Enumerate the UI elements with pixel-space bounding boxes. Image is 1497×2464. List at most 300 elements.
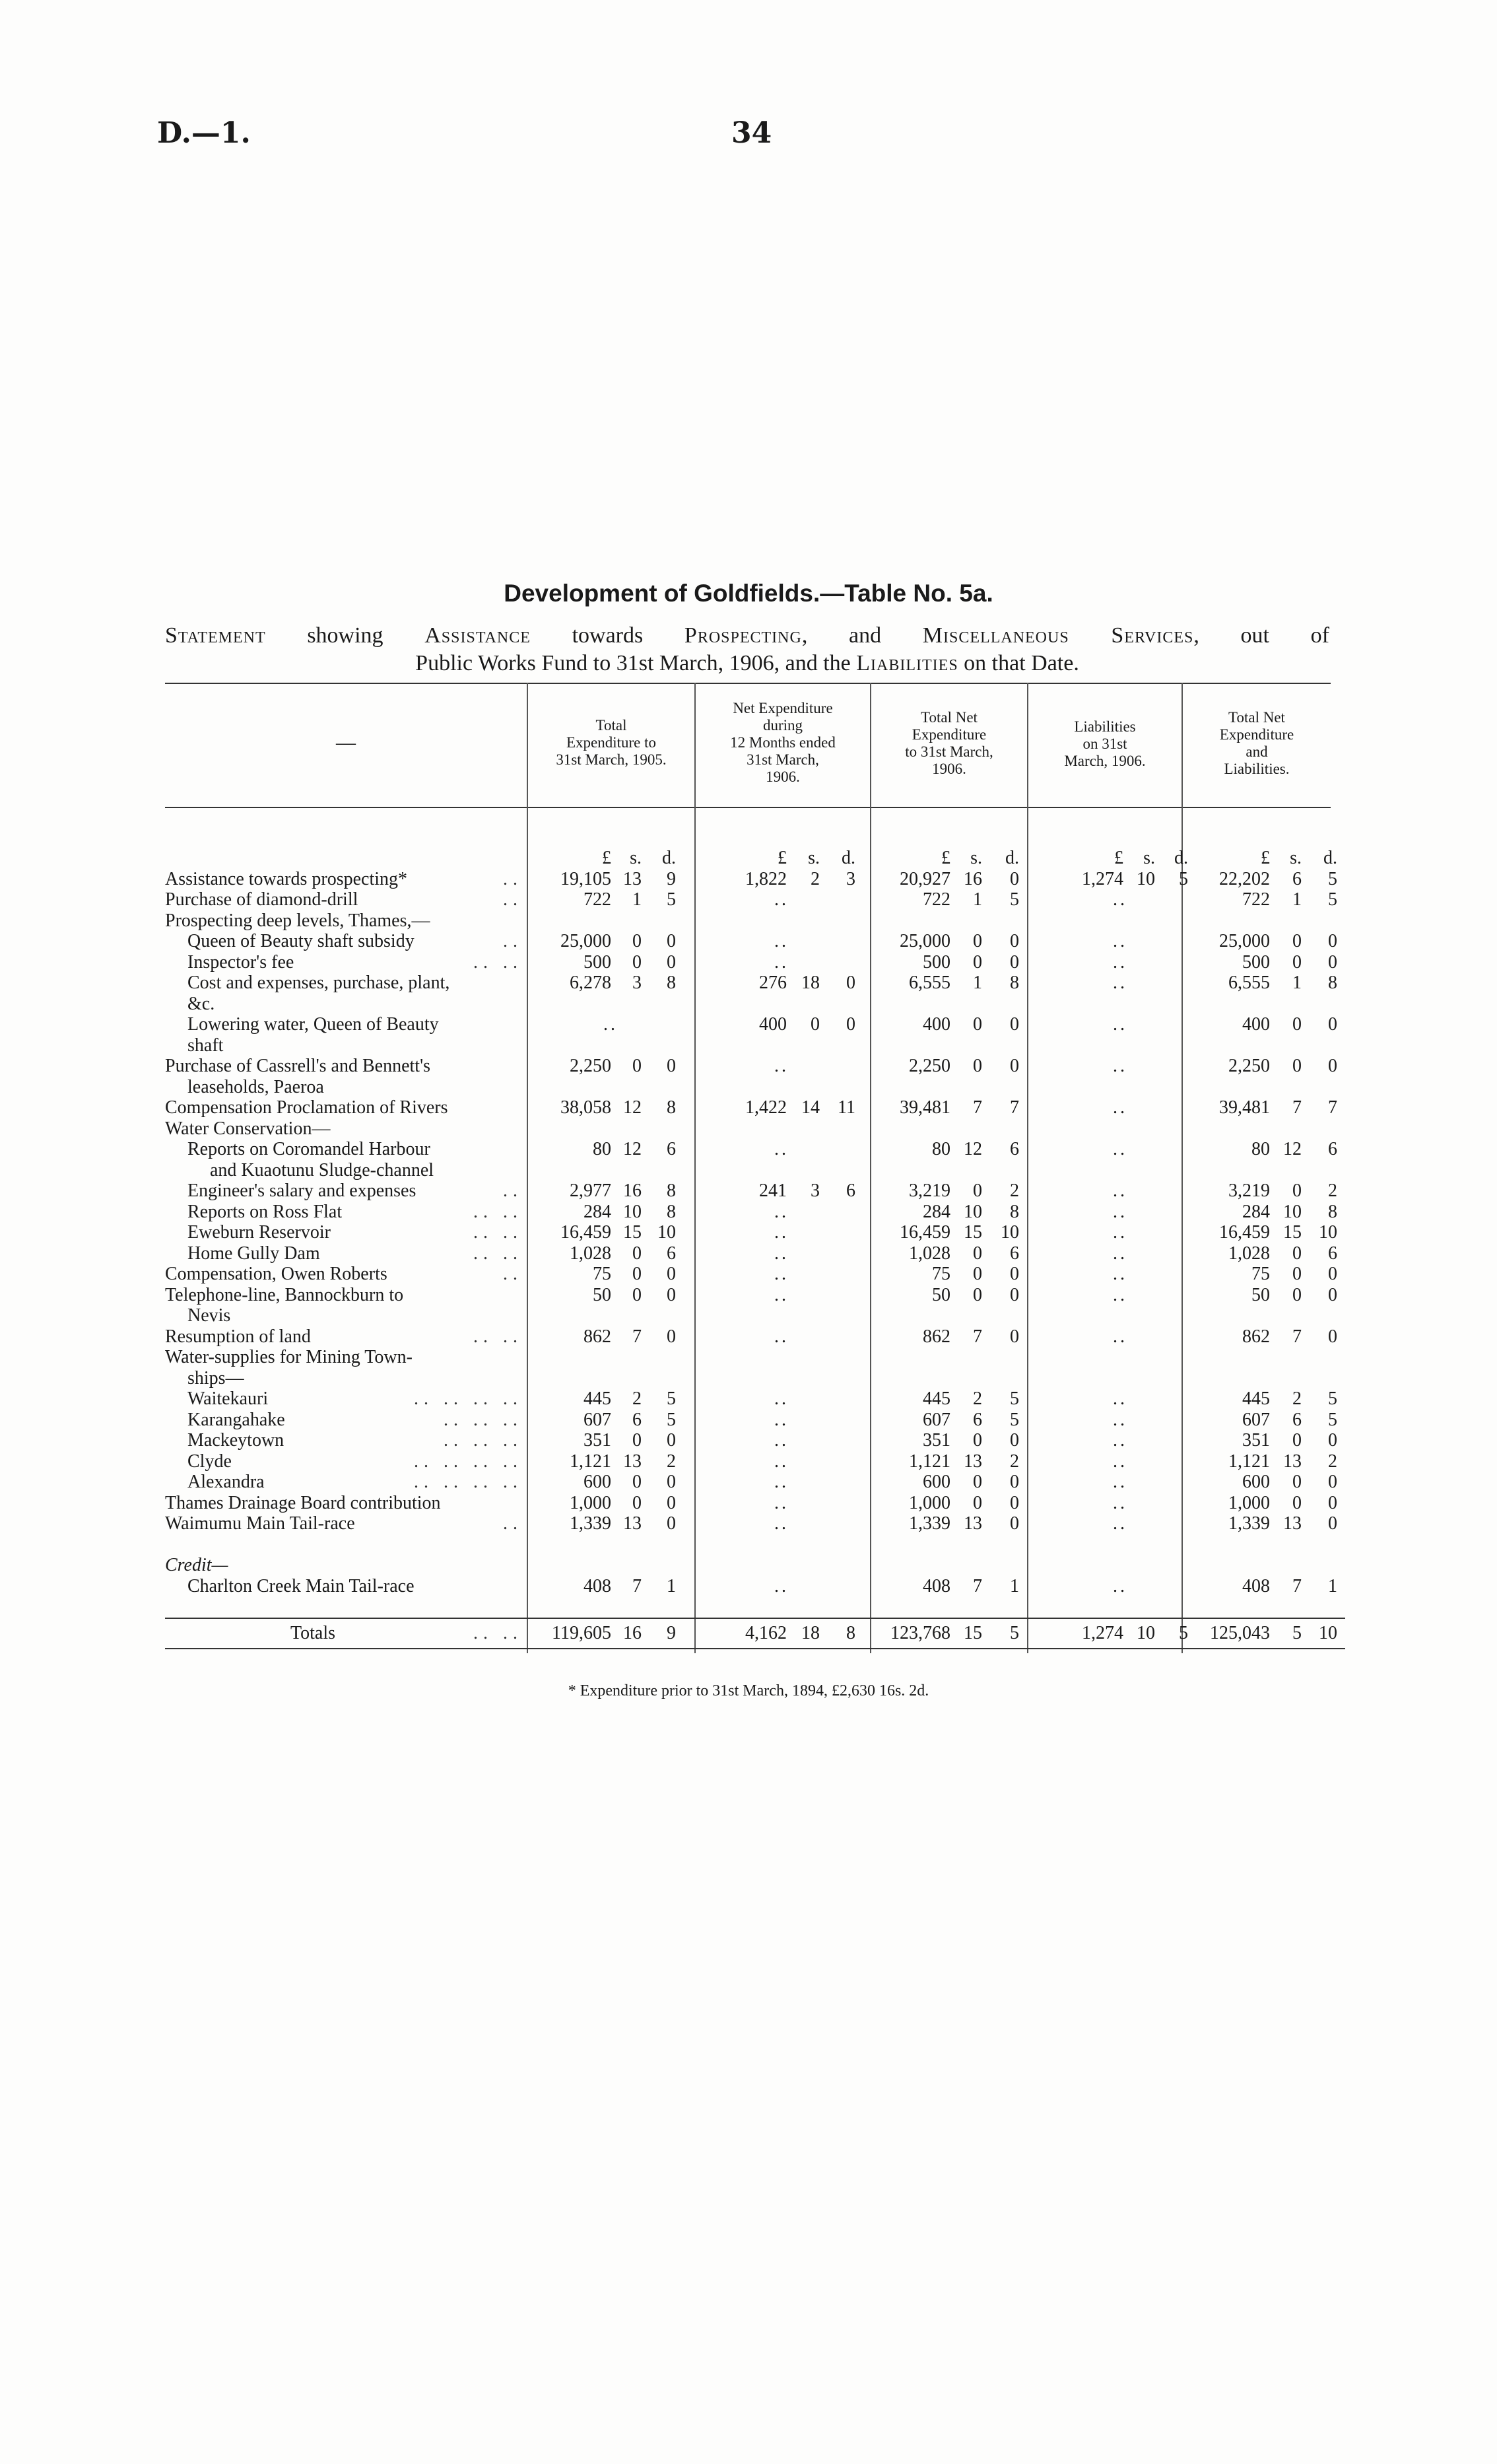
table-row <box>165 952 1345 973</box>
subtitle-line-2 <box>165 650 1329 677</box>
amount-shillings: 12 <box>623 1097 642 1118</box>
empty-amount: .. <box>1113 1326 1127 1347</box>
amount-pence: 8 <box>1010 973 1019 993</box>
amount-pounds: 722 <box>1242 889 1270 910</box>
amount-pounds: 1,274 <box>1082 1622 1123 1643</box>
row-label-text: Mackeytown <box>187 1430 284 1451</box>
amount-shillings: 2 <box>811 868 820 889</box>
table-row <box>165 1014 1345 1035</box>
amount-shillings: 6 <box>1292 868 1302 889</box>
empty-amount: .. <box>1113 1222 1127 1243</box>
table-row <box>165 1264 1345 1285</box>
amount-pounds: 80 <box>932 1139 950 1159</box>
row-label-text: Nevis <box>187 1305 231 1326</box>
amount-shillings: 2 <box>632 1388 642 1409</box>
subtitle-text: towards <box>530 623 684 648</box>
amount-pounds: 1,000 <box>1228 1492 1270 1513</box>
row-label <box>165 1202 527 1223</box>
amount-pence: 5 <box>1179 1622 1188 1643</box>
empty-amount: .. <box>774 1513 789 1534</box>
amount-pence: 2 <box>1010 1451 1019 1472</box>
table-row <box>165 1035 1345 1056</box>
amount-pence: 0 <box>1328 1513 1337 1534</box>
amount-shillings: 0 <box>632 931 642 951</box>
amount-shillings: 16 <box>964 868 982 889</box>
unit-pounds: £ <box>778 848 787 868</box>
amount-pence: 6 <box>1328 1139 1337 1159</box>
amount-pounds: 284 <box>1242 1201 1270 1222</box>
row-label <box>165 1326 527 1348</box>
amount-pence: 0 <box>1010 1284 1019 1305</box>
amount-shillings: 1 <box>973 973 982 993</box>
table-row <box>165 1347 1345 1368</box>
amount-shillings: 0 <box>811 1014 820 1035</box>
row-label <box>165 1410 527 1431</box>
amount-pounds: 3,219 <box>909 1181 950 1201</box>
table-row <box>165 1243 1345 1264</box>
amount-pounds: 500 <box>583 951 611 973</box>
amount-shillings: 18 <box>801 1622 820 1643</box>
row-label <box>165 1368 527 1389</box>
amount-pounds: 600 <box>1242 1472 1270 1492</box>
amount-pence: 0 <box>1010 1492 1019 1513</box>
empty-amount: .. <box>603 1014 618 1035</box>
totals-row <box>165 1618 1345 1649</box>
table-row <box>165 1181 1345 1202</box>
empty-amount: .. <box>1113 1097 1127 1118</box>
row-label-text: Purchase of Cassrell's and Bennett's <box>165 1056 431 1076</box>
amount-pounds: 1,274 <box>1082 868 1123 889</box>
amount-pounds: 2,250 <box>909 1056 950 1076</box>
row-label-text: Prospecting deep levels, Thames,— <box>165 910 430 931</box>
row-label <box>165 1035 527 1056</box>
amount-shillings: 7 <box>973 1575 982 1596</box>
amount-pence: 11 <box>838 1097 855 1118</box>
amount-shillings: 15 <box>964 1622 982 1643</box>
row-label <box>165 910 527 932</box>
row-label-text: Purchase of diamond-drill <box>165 889 358 910</box>
empty-amount: .. <box>1113 1472 1127 1492</box>
amount-pence: 9 <box>667 1622 676 1643</box>
amount-pence: 5 <box>1328 889 1337 910</box>
amount-pence: 0 <box>1010 951 1019 973</box>
amount-shillings: 7 <box>632 1326 642 1347</box>
amount-pounds: 862 <box>923 1326 950 1347</box>
leader-dots: .. <box>503 868 523 889</box>
amount-pence: 9 <box>667 868 676 889</box>
row-label <box>165 1513 527 1534</box>
amount-pounds: 22,202 <box>1219 868 1270 889</box>
amount-pounds: 351 <box>923 1430 950 1451</box>
amount-pounds: 80 <box>1251 1139 1270 1159</box>
amount-pounds: 25,000 <box>900 931 950 951</box>
amount-shillings: 0 <box>1292 1243 1302 1264</box>
amount-shillings: 12 <box>1283 1139 1302 1159</box>
amount-pence: 0 <box>1328 1014 1337 1035</box>
row-label <box>165 1222 527 1243</box>
table-row <box>165 1472 1345 1493</box>
row-label-text: and Kuaotunu Sludge-channel <box>210 1159 434 1181</box>
table-row <box>165 1430 1345 1451</box>
amount-pounds: 50 <box>1251 1284 1270 1305</box>
amount-pence: 0 <box>667 1492 676 1513</box>
row-label <box>165 869 527 890</box>
table-row <box>165 1056 1345 1077</box>
empty-amount: .. <box>1113 1430 1127 1451</box>
amount-shillings: 1 <box>1292 973 1302 993</box>
document-code: D.—1. <box>157 116 251 150</box>
amount-pence: 3 <box>846 868 855 889</box>
amount-pounds: 119,605 <box>552 1622 611 1643</box>
amount-pounds: 408 <box>583 1575 611 1596</box>
amount-pence: 2 <box>1328 1181 1337 1201</box>
row-label-text: &c. <box>187 993 215 1014</box>
row-label-text: Totals <box>290 1622 336 1643</box>
amount-pounds: 284 <box>923 1201 950 1222</box>
amount-shillings: 1 <box>1292 889 1302 910</box>
row-label-text: Thames Drainage Board contribution <box>165 1492 441 1513</box>
amount-pence: 0 <box>1328 1264 1337 1284</box>
amount-pounds: 408 <box>923 1575 950 1596</box>
row-label <box>165 1097 527 1118</box>
amount-pounds: 351 <box>583 1430 611 1451</box>
amount-shillings: 1 <box>632 889 642 910</box>
amount-pence: 7 <box>1328 1097 1337 1118</box>
amount-pence: 0 <box>1328 1056 1337 1076</box>
row-label-text: Cost and expenses, purchase, plant, <box>187 973 450 993</box>
empty-amount: .. <box>774 1201 789 1222</box>
amount-pence: 0 <box>1010 931 1019 951</box>
row-label <box>165 1451 527 1472</box>
amount-pounds: 3,219 <box>1228 1181 1270 1201</box>
empty-amount: .. <box>774 889 789 910</box>
amount-shillings: 0 <box>1292 1430 1302 1451</box>
empty-amount: .. <box>774 1326 789 1347</box>
row-label <box>165 1264 527 1285</box>
empty-amount: .. <box>1113 973 1127 993</box>
row-label-text: Credit— <box>165 1555 228 1575</box>
empty-amount: .. <box>774 1430 789 1451</box>
amount-pence: 0 <box>1010 1264 1019 1284</box>
amount-shillings: 15 <box>623 1222 642 1243</box>
empty-amount: .. <box>1113 1575 1127 1596</box>
footnote: * Expenditure prior to 31st March, 1894, £2,630 16s. 2d. <box>568 1682 929 1699</box>
amount-pence: 0 <box>1010 1430 1019 1451</box>
amount-pence: 10 <box>1319 1222 1337 1243</box>
amount-shillings: 0 <box>973 1243 982 1264</box>
row-label <box>165 1472 527 1493</box>
empty-amount: .. <box>1113 1409 1127 1430</box>
row-label <box>165 1618 527 1649</box>
amount-pence: 0 <box>667 1430 676 1451</box>
table-row <box>165 1576 1345 1597</box>
empty-amount: .. <box>774 1139 789 1159</box>
amount-shillings: 0 <box>632 951 642 973</box>
amount-pounds: 1,339 <box>1228 1513 1270 1534</box>
amount-pence: 0 <box>667 1513 676 1534</box>
amount-shillings: 0 <box>973 931 982 951</box>
amount-shillings: 12 <box>623 1139 642 1159</box>
row-label-text: Clyde <box>187 1451 232 1472</box>
row-label <box>165 973 527 994</box>
amount-pounds: 16,459 <box>560 1222 611 1243</box>
amount-pence: 0 <box>1328 931 1337 951</box>
amount-pence: 0 <box>1328 1472 1337 1492</box>
row-label-text: Water-supplies for Mining Town- <box>165 1347 413 1367</box>
amount-shillings: 0 <box>1292 1492 1302 1513</box>
amount-pounds: 1,028 <box>570 1243 611 1264</box>
expenditure-table <box>165 848 1345 1649</box>
amount-pence: 8 <box>1328 1201 1337 1222</box>
row-label-text: Inspector's fee <box>187 951 294 973</box>
amount-pence: 5 <box>1328 868 1337 889</box>
empty-amount: .. <box>774 951 789 973</box>
table-row <box>165 931 1345 952</box>
amount-shillings: 2 <box>973 1388 982 1409</box>
amount-pence: 10 <box>1001 1222 1019 1243</box>
amount-pence: 0 <box>1328 1284 1337 1305</box>
amount-pounds: 1,028 <box>1228 1243 1270 1264</box>
leader-dots: .. <box>503 1513 523 1534</box>
empty-amount: .. <box>774 1243 789 1264</box>
amount-pence: 8 <box>667 973 676 993</box>
leader-dots: .. .. .. .. <box>414 1451 523 1472</box>
amount-pounds: 241 <box>759 1181 787 1201</box>
unit-pence: d. <box>842 848 855 868</box>
amount-pence: 8 <box>1010 1201 1019 1222</box>
empty-amount: .. <box>1113 931 1127 951</box>
table-row <box>165 1555 1345 1576</box>
row-label <box>165 1014 527 1035</box>
row-label <box>165 1576 527 1597</box>
amount-pence: 2 <box>667 1451 676 1472</box>
amount-pounds: 445 <box>1242 1388 1270 1409</box>
row-label-text: Lowering water, Queen of Beauty <box>187 1014 439 1035</box>
row-label <box>165 1596 527 1618</box>
amount-pounds: 19,105 <box>560 868 611 889</box>
amount-pounds: 125,043 <box>1210 1622 1270 1643</box>
row-label <box>165 1347 527 1368</box>
table-row <box>165 869 1345 890</box>
amount-pounds: 400 <box>759 1014 787 1035</box>
table-row <box>165 1077 1345 1098</box>
unit-shillings: s. <box>1143 848 1155 868</box>
table-row <box>165 1534 1345 1556</box>
leader-dots: .. .. <box>473 1243 523 1264</box>
amount-pence: 8 <box>1328 973 1337 993</box>
row-label-text: Waimumu Main Tail-race <box>165 1513 355 1534</box>
amount-pounds: 16,459 <box>1219 1222 1270 1243</box>
table-row <box>165 1139 1345 1160</box>
row-label <box>165 1305 527 1326</box>
amount-pounds: 445 <box>583 1388 611 1409</box>
table-row <box>165 994 1345 1015</box>
amount-shillings: 13 <box>623 868 642 889</box>
amount-shillings: 0 <box>1292 931 1302 951</box>
row-label-text: shaft <box>187 1035 224 1056</box>
table-row <box>165 1097 1345 1118</box>
amount-pounds: 50 <box>932 1284 950 1305</box>
amount-shillings: 0 <box>973 1472 982 1492</box>
column-label-header: — <box>336 732 356 753</box>
empty-amount: .. <box>774 1492 789 1513</box>
amount-pence: 10 <box>657 1222 676 1243</box>
table-row <box>165 1368 1345 1389</box>
amount-pounds: 284 <box>583 1201 611 1222</box>
amount-shillings: 0 <box>632 1243 642 1264</box>
amount-shillings: 7 <box>1292 1097 1302 1118</box>
amount-shillings: 0 <box>973 1056 982 1076</box>
amount-pence: 8 <box>667 1201 676 1222</box>
amount-pence: 6 <box>1010 1243 1019 1264</box>
amount-pounds: 16,459 <box>900 1222 950 1243</box>
unit-pence: d. <box>662 848 676 868</box>
amount-shillings: 0 <box>973 1284 982 1305</box>
amount-pence: 5 <box>1010 1622 1019 1643</box>
row-label <box>165 994 527 1015</box>
empty-amount: .. <box>774 931 789 951</box>
amount-shillings: 7 <box>973 1326 982 1347</box>
row-label-text: Alexandra <box>187 1472 265 1492</box>
empty-amount: .. <box>1113 1513 1127 1534</box>
amount-pounds: 39,481 <box>1219 1097 1270 1118</box>
amount-shillings: 13 <box>964 1513 982 1534</box>
amount-shillings: 0 <box>1292 1056 1302 1076</box>
amount-pence: 6 <box>667 1139 676 1159</box>
amount-pence: 0 <box>1010 1326 1019 1347</box>
amount-shillings: 0 <box>1292 951 1302 973</box>
row-label <box>165 1534 527 1556</box>
leader-dots: .. .. <box>473 951 523 973</box>
amount-pounds: 1,822 <box>745 868 787 889</box>
amount-pounds: 39,481 <box>900 1097 950 1118</box>
empty-amount: .. <box>774 1472 789 1492</box>
leader-dots: .. .. <box>473 1622 523 1643</box>
amount-shillings: 18 <box>801 973 820 993</box>
amount-pence: 0 <box>1010 1472 1019 1492</box>
row-label <box>165 1056 527 1077</box>
amount-shillings: 0 <box>973 951 982 973</box>
row-label-text: Home Gully Dam <box>187 1243 320 1264</box>
amount-pence: 0 <box>1010 868 1019 889</box>
amount-pence: 1 <box>667 1575 676 1596</box>
amount-shillings: 6 <box>632 1409 642 1430</box>
unit-pence: d. <box>1005 848 1019 868</box>
amount-pounds: 2,250 <box>1228 1056 1270 1076</box>
amount-shillings: 6 <box>973 1409 982 1430</box>
amount-shillings: 0 <box>632 1284 642 1305</box>
subtitle-text: on that Date. <box>958 651 1079 675</box>
unit-shillings: s. <box>1290 848 1302 868</box>
amount-shillings: 3 <box>811 1181 820 1201</box>
leader-dots: .. <box>503 889 523 910</box>
amount-pounds: 1,121 <box>570 1451 611 1472</box>
row-label-text: Compensation, Owen Roberts <box>165 1264 387 1284</box>
empty-amount: .. <box>774 1056 789 1076</box>
amount-pence: 5 <box>667 1388 676 1409</box>
row-label <box>165 952 527 973</box>
amount-pounds: 2,977 <box>570 1181 611 1201</box>
empty-amount: .. <box>1113 1243 1127 1264</box>
header-bottom-rule <box>165 807 1331 808</box>
amount-shillings: 13 <box>1283 1513 1302 1534</box>
empty-amount: .. <box>1113 1492 1127 1513</box>
table-title: Development of Goldfields.—Table No. 5a. <box>504 580 993 607</box>
amount-pounds: 722 <box>583 889 611 910</box>
amount-shillings: 5 <box>1292 1622 1302 1643</box>
table-row <box>165 1305 1345 1326</box>
table-row <box>165 1410 1345 1431</box>
amount-shillings: 14 <box>801 1097 820 1118</box>
amount-pence: 5 <box>1328 1409 1337 1430</box>
leader-dots: .. <box>503 1264 523 1284</box>
empty-amount: .. <box>1113 1139 1127 1159</box>
amount-shillings: 10 <box>964 1201 982 1222</box>
amount-pounds: 75 <box>1251 1264 1270 1284</box>
header-top-rule <box>165 683 1331 684</box>
row-label-text: Reports on Coromandel Harbour <box>187 1139 430 1159</box>
subtitle-prospecting: Prospecting <box>684 623 802 648</box>
amount-pounds: 25,000 <box>1219 931 1270 951</box>
table-row <box>165 910 1345 932</box>
amount-shillings: 0 <box>973 1181 982 1201</box>
subtitle-line-1 <box>165 622 1329 650</box>
amount-pence: 0 <box>667 951 676 973</box>
row-label-text: Eweburn Reservoir <box>187 1222 331 1243</box>
leader-dots: .. .. <box>473 1326 523 1347</box>
table-body <box>165 848 1345 1649</box>
unit-pounds: £ <box>1261 848 1270 868</box>
amount-shillings: 10 <box>623 1201 642 1222</box>
amount-shillings: 13 <box>623 1513 642 1534</box>
amount-pence: 8 <box>667 1181 676 1201</box>
amount-shillings: 16 <box>623 1181 642 1201</box>
table-row <box>165 1451 1345 1472</box>
amount-shillings: 10 <box>1137 868 1155 889</box>
amount-pounds: 400 <box>1242 1014 1270 1035</box>
table-row <box>165 1118 1345 1140</box>
amount-shillings: 13 <box>623 1451 642 1472</box>
unit-pounds: £ <box>602 848 611 868</box>
amount-pence: 0 <box>1010 1513 1019 1534</box>
row-label <box>165 1118 527 1140</box>
leader-dots: .. .. <box>473 1222 523 1243</box>
amount-pence: 2 <box>1010 1181 1019 1201</box>
amount-pence: 5 <box>1010 1409 1019 1430</box>
empty-amount: .. <box>1113 1388 1127 1409</box>
empty-amount: .. <box>1113 889 1127 910</box>
table-row <box>165 1596 1345 1618</box>
unit-shillings: s. <box>808 848 820 868</box>
amount-shillings: 3 <box>632 973 642 993</box>
amount-shillings: 7 <box>1292 1575 1302 1596</box>
row-label-text: Telephone-line, Bannockburn to <box>165 1284 404 1305</box>
empty-amount: .. <box>1113 1181 1127 1201</box>
empty-amount: .. <box>774 1451 789 1472</box>
page-number: 34 <box>731 116 772 150</box>
leader-dots: .. .. .. .. <box>414 1388 523 1409</box>
column-total-and-liabilities-header: Total Net Expenditure and Liabilities. <box>1219 709 1294 777</box>
amount-pounds: 862 <box>583 1326 611 1347</box>
empty-amount: .. <box>1113 951 1127 973</box>
amount-pounds: 1,121 <box>1228 1451 1270 1472</box>
amount-shillings: 0 <box>1292 1181 1302 1201</box>
table-row <box>165 1388 1345 1410</box>
row-label <box>165 1077 527 1098</box>
amount-shillings: 0 <box>632 1430 642 1451</box>
amount-pence: 5 <box>1010 1388 1019 1409</box>
column-total-1905-header: Total Expenditure to 31st March, 1905. <box>556 717 667 768</box>
